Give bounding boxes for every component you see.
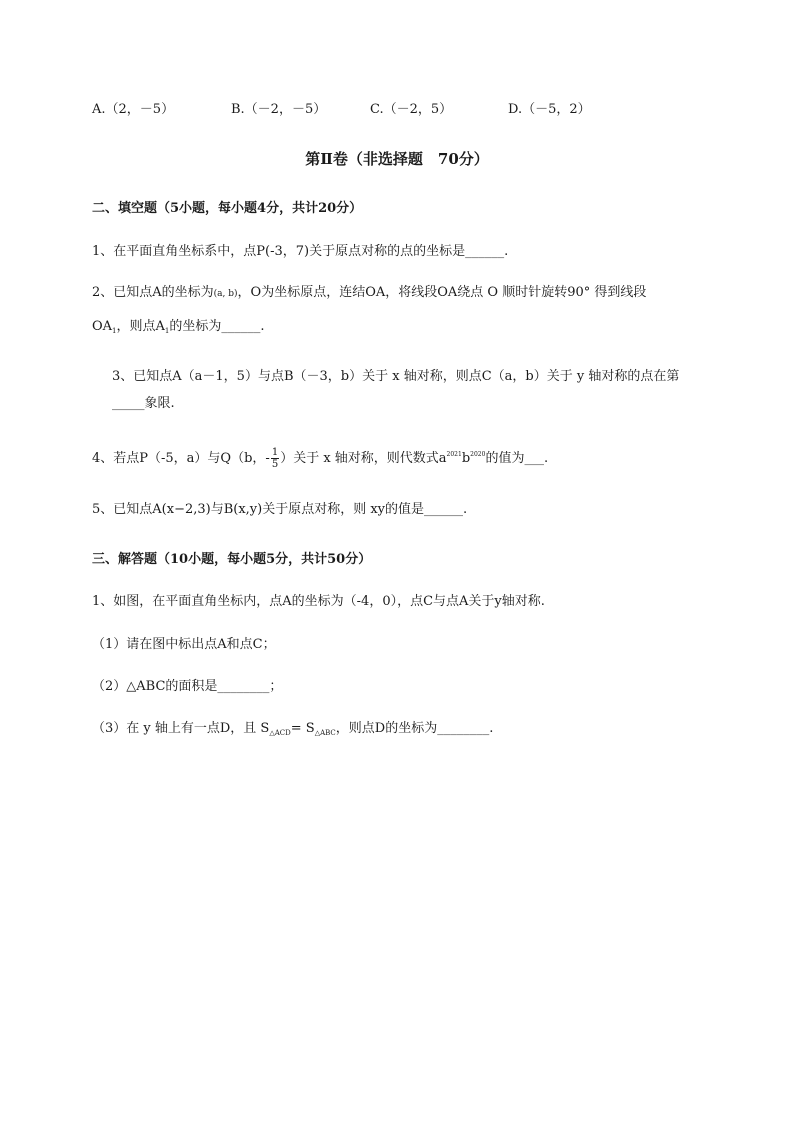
option-a: A.（2，－5）	[92, 102, 175, 117]
question-2-3-line1: 3、已知点A（a－1，5）与点B（－3，b）关于 x 轴对称，则点C（a，b）关于 y 轴对称的点在第	[112, 369, 680, 384]
question-2-2-line1	[92, 284, 646, 303]
q4-numerator: 1	[271, 447, 279, 458]
sub3-text-a: （3）在 y 轴上有一点D，且 S	[92, 721, 270, 736]
question-2-1: 1、在平面直角坐标系中，点P(-3，7)关于原点对称的点的坐标是______.	[92, 244, 509, 259]
question-3-1: 1、如图，在平面直角坐标内，点A的坐标为（-4，0），点C与点A关于y轴对称.	[92, 594, 545, 609]
q4-text-b: ）关于 x 轴对称，则代数式a	[280, 451, 447, 466]
q2-sub2: 1	[164, 327, 170, 335]
question-2-2-line2	[92, 318, 265, 340]
q2-text-b: ，O为坐标原点，连结OA，将线段OA绕点 O 顺时针旋转90° 得到线段	[237, 285, 647, 300]
q2-oa: OA	[92, 319, 113, 334]
q2-text-c: ，则点A	[116, 319, 165, 334]
option-b: B.（－2，－5）	[231, 102, 327, 117]
option-d: D.（－5，2）	[508, 102, 591, 117]
q4-text-c: b	[461, 451, 471, 466]
question-2-3-line2: _____象限.	[112, 396, 175, 411]
question-3-1-sub1: （1）请在图中标出点A和点C；	[92, 637, 276, 652]
question-2-5: 5、已知点A(x−2,3)与B(x,y)关于原点对称，则 xy的值是______.	[92, 502, 468, 517]
section-heading-fill-in: 二、填空题（5小题，每小题4分，共计20分）	[92, 201, 363, 216]
q4-text-a: 4、若点P（-5，a）与Q（b，-	[92, 451, 270, 466]
question-2-4	[92, 442, 548, 472]
sub3-sub2: △ABC	[314, 729, 336, 737]
sub3-text-c: ，则点D的坐标为________.	[335, 721, 494, 736]
q4-sup1: 2021	[446, 451, 462, 458]
option-c: C.（－2，5）	[370, 102, 453, 117]
q2-sub: 1	[112, 327, 117, 335]
part-title: 第Ⅱ卷（非选择题 70分）	[305, 150, 489, 168]
sub3-text-b: = S	[290, 721, 315, 736]
q2-text-d: 的坐标为______.	[169, 319, 265, 334]
section-heading-answer: 三、解答题（10小题，每小题5分，共计50分）	[92, 552, 372, 567]
q2-text-a: 2、已知点A的坐标为	[92, 285, 214, 300]
question-3-1-sub2: （2）△ABC的面积是________；	[92, 679, 283, 694]
q4-denominator: 5	[271, 459, 279, 470]
q4-sup2: 2020	[470, 451, 486, 458]
q4-fraction	[271, 447, 279, 470]
question-3-1-sub3	[92, 720, 493, 742]
q2-ab: (a, b)	[213, 289, 238, 299]
sub3-sub1: △ACD	[269, 729, 291, 737]
q4-text-d: 的值为___.	[485, 451, 549, 466]
